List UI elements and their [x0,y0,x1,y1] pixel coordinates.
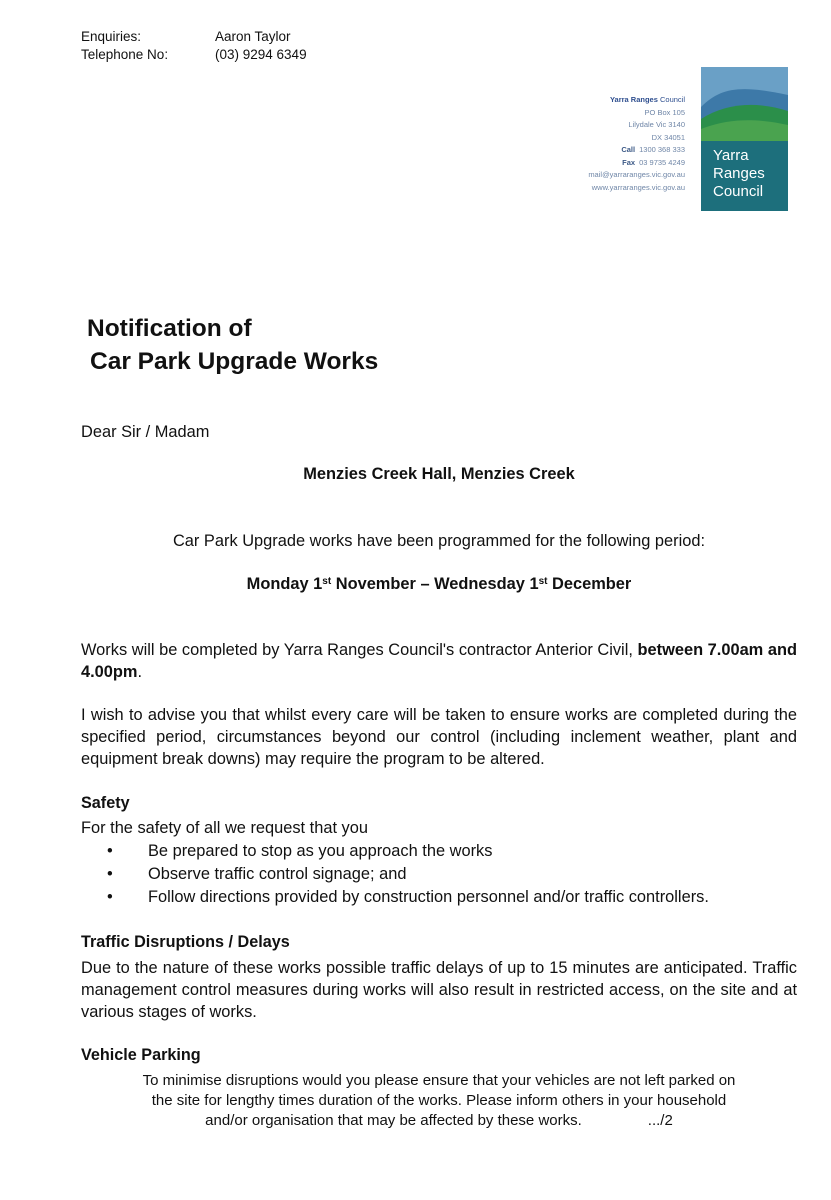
enquiries-row [81,28,307,46]
fax-value: 03 9735 4249 [639,157,685,167]
works-text: Works will be completed by Yarra Ranges Council's contractor Anterior Civil, [81,641,638,659]
bullet: • [107,842,113,860]
call-label: Call [621,145,636,154]
period-start-rest: November – Wednesday 1 [331,575,539,593]
advise-paragraph: I wish to advise you that whilst every care will be taken to ensure works are completed during the specified period, circumstances beyond our control (including inclement weather, plant and equipment break downs) may require the program to be altered. [81,706,797,768]
parking-line-3 [81,1111,797,1131]
safety-list [81,840,797,909]
programmed-text: Car Park Upgrade works have been programmed for the following period: [172,532,706,550]
period-start-sup: st [322,576,332,587]
page-title [87,312,378,378]
telephone-label: Telephone No: [81,47,169,62]
works-paragraph [81,639,797,683]
call-line [588,144,685,157]
works-period [81,573,797,595]
bullet: • [107,865,113,883]
logo-wordmark [713,147,765,201]
council-logo [701,67,788,211]
enquiries-block [81,28,307,64]
call-value: 1300 368 333 [639,145,685,154]
safety-heading: Safety [81,794,130,812]
fax-label: Fax [622,157,636,167]
safety-item-text: Observe traffic control signage; and [148,865,407,883]
council-name-rest: Council [659,95,685,104]
traffic-heading: Traffic Disruptions / Delays [81,933,290,951]
logo-line-3: Council [713,183,764,200]
safety-item-text: Be prepared to stop as you approach the works [148,842,493,860]
parking-line-3-text: and/or organisation that may be affected by these works. [205,1112,582,1129]
page-continuation-marker: .../2 [647,1112,673,1129]
po-box: PO Box 105 [644,107,685,117]
council-name [588,94,685,107]
council-name-bold: Yarra Ranges [609,95,658,104]
safety-item [81,840,797,863]
safety-item [81,886,797,909]
safety-intro: For the safety of all we request that you [81,819,368,837]
parking-paragraph [81,1071,797,1131]
logo-line-2: Ranges [713,165,765,182]
works-end: . [137,663,143,681]
telephone-value: (03) 9294 6349 [215,47,307,62]
logo-line-1: Yarra [713,147,749,164]
enquiries-label: Enquiries: [81,29,142,44]
salutation: Dear Sir / Madam [81,423,210,441]
safety-item-text: Follow directions provided by construction personnel and/or traffic controllers. [148,888,709,906]
enquiries-value: Aaron Taylor [215,29,291,44]
period-start-day: Monday 1 [246,575,323,593]
period-end-sup: st [538,576,548,587]
telephone-row [81,46,307,64]
title-line-2: Car Park Upgrade Works [90,348,379,375]
website-address: www.yarraranges.vic.gov.au [591,182,685,192]
traffic-paragraph: Due to the nature of these works possible traffic delays of up to 15 minutes are anticipated. Traffic management control measures during works will also result in restricted access, on the site and at various stages of works. [81,959,797,1021]
parking-line-2: the site for lengthy times duration of the works. Please inform others in your household [151,1092,727,1109]
title-line-1: Notification of [87,315,252,342]
dx-number: DX 34051 [651,132,685,142]
fax-line [588,157,685,170]
town: Lilydale Vic 3140 [628,120,685,129]
safety-item [81,863,797,886]
parking-line-1: To minimise disruptions would you please ensure that your vehicles are not left parked on [142,1072,736,1089]
works-hours: between 7.00am and 4.00pm [81,641,797,681]
period-end-rest: December [547,575,632,593]
email-address: mail@yarraranges.vic.gov.au [588,170,685,179]
parking-heading: Vehicle Parking [81,1046,201,1064]
bullet: • [107,888,113,906]
location-heading: Menzies Creek Hall, Menzies Creek [303,465,575,483]
council-address [588,94,685,194]
